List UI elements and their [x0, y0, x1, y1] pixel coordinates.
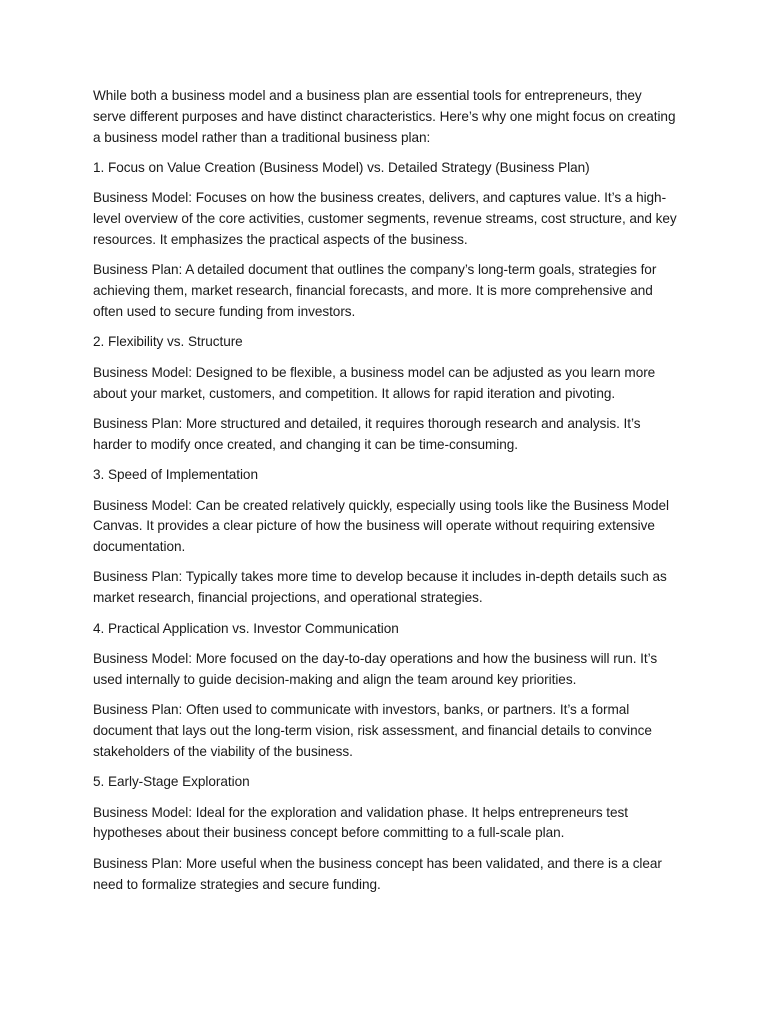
- section-2-heading: 2. Flexibility vs. Structure: [93, 334, 243, 350]
- document-body: [93, 86, 678, 895]
- section-2-business-plan: Business Plan: More structured and detailed, it requires thorough research and analysis. It’s harder to modify once created, and changing it can be time-consuming.: [93, 415, 641, 452]
- section-4-heading: 4. Practical Application vs. Investor Communication: [93, 620, 399, 636]
- section-5-business-plan: Business Plan: More useful when the business concept has been validated, and there is a clear need to formalize strategies and secure funding.: [93, 855, 662, 892]
- section-1-business-model: Business Model: Focuses on how the business creates, delivers, and captures value. It’s a high-level overview of the core activities, customer segments, revenue streams, cost structure, and key resources. It emphasizes the practical aspects of the business.: [93, 190, 677, 247]
- section-4-business-plan: Business Plan: Often used to communicate with investors, banks, or partners. It’s a formal document that lays out the long-term vision, risk assessment, and financial details to convince stakeholders of the viability of the business.: [93, 702, 652, 759]
- section-3-business-model: Business Model: Can be created relatively quickly, especially using tools like the Business Model Canvas. It provides a clear picture of how the business will operate without requiring extensive documentation.: [93, 497, 669, 555]
- intro-paragraph: While both a business model and a business plan are essential tools for entrepreneurs, they serve different purposes and have distinct characteristics. Here’s why one might focus on creating a business model rather than a traditional business plan:: [93, 88, 676, 145]
- section-5-business-model: Business Model: Ideal for the exploration and validation phase. It helps entrepreneurs test hypotheses about their business concept before committing to a full-scale plan.: [93, 804, 628, 841]
- section-3-business-plan: Business Plan: Typically takes more time to develop because it includes in-depth details such as market research, financial projections, and operational strategies.: [93, 569, 667, 606]
- section-4-business-model: Business Model: More focused on the day-to-day operations and how the business will run. It’s used internally to guide decision-making and align the team around key priorities.: [93, 651, 658, 687]
- section-1-business-plan: Business Plan: A detailed document that outlines the company’s long-term goals, strategies for achieving them, market research, financial forecasts, and more. It is more comprehensive and often used to secure funding from investors.: [93, 262, 657, 319]
- section-1-heading: 1. Focus on Value Creation (Business Model) vs. Detailed Strategy (Business Plan): [93, 159, 590, 175]
- section-3-heading: 3. Speed of Implementation: [93, 467, 258, 483]
- section-2-business-model: Business Model: Designed to be flexible, a business model can be adjusted as you learn more about your market, customers, and competition. It allows for rapid iteration and pivoting.: [93, 364, 656, 401]
- section-5-heading: 5. Early-Stage Exploration: [93, 774, 250, 790]
